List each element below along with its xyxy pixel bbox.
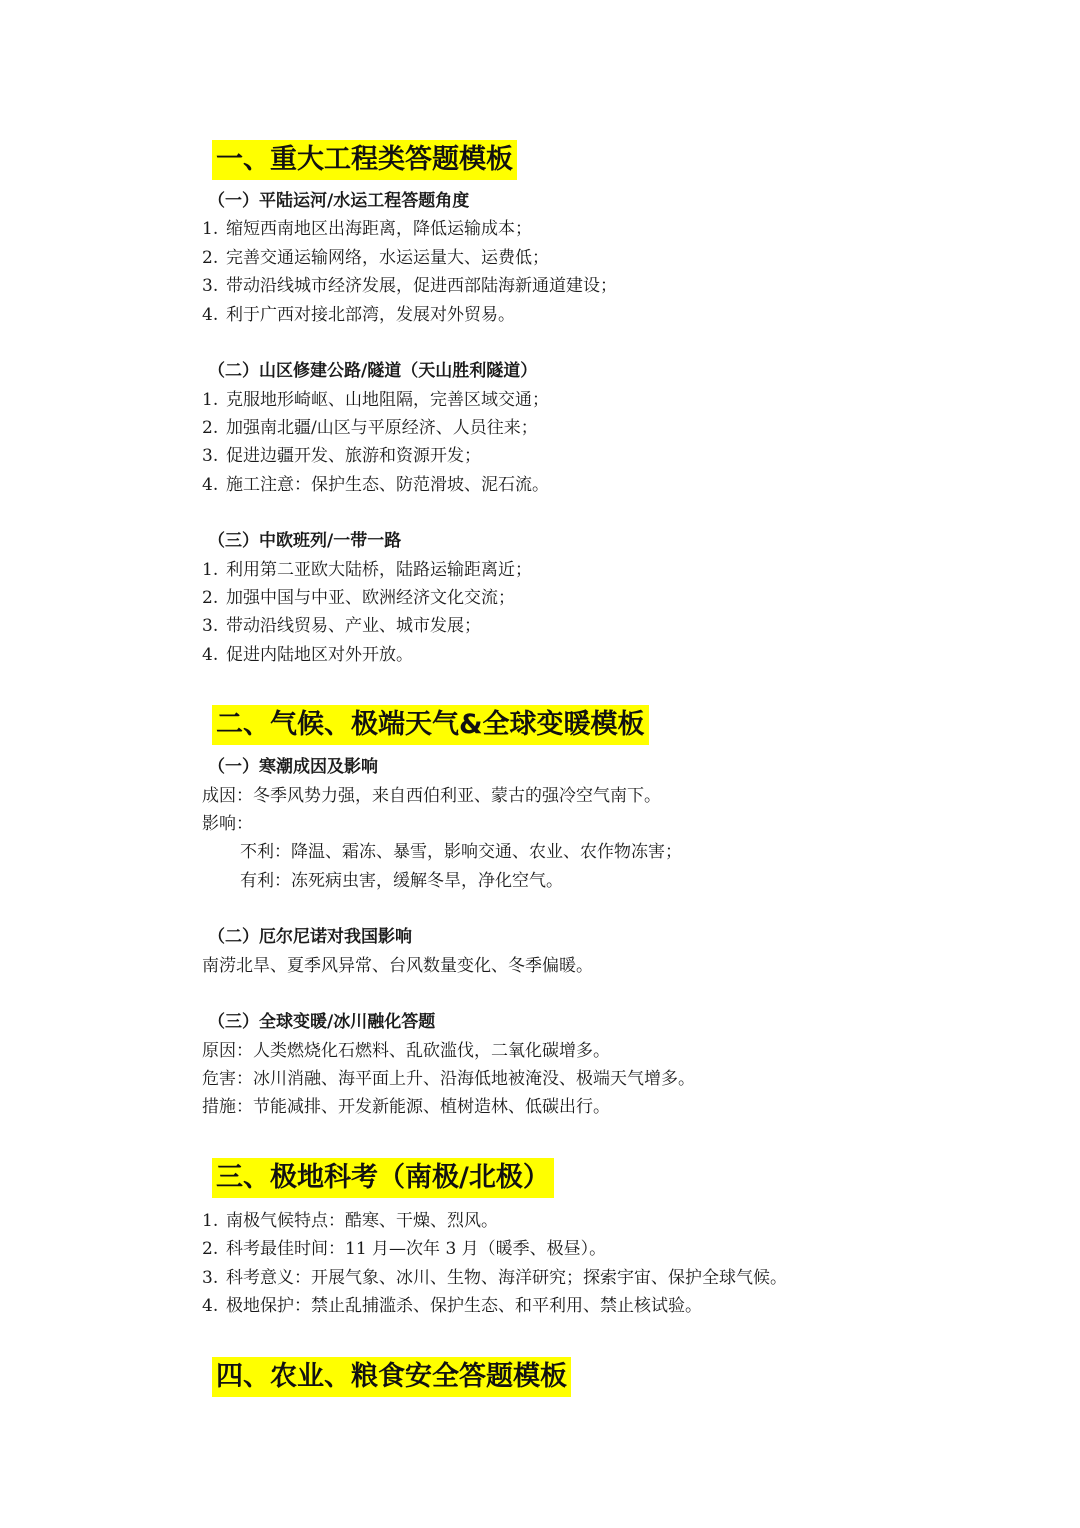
list-item: 1. 克服地形崎岖、山地阻隔，完善区域交通； <box>202 390 549 410</box>
list-item: 1. 南极气候特点：酷寒、干燥、烈风。 <box>202 1211 498 1231</box>
section-2-title: 二、气候、极端天气&全球变暖模板 <box>212 705 649 745</box>
list-item: 2. 完善交通运输网络，水运运量大、运费低； <box>202 248 549 268</box>
cause-text: 原因：人类燃烧化石燃料、乱砍滥伐，二氧化碳增多。 <box>202 1041 610 1061</box>
list-item: 2. 加强南北疆/山区与平原经济、人员往来； <box>202 418 538 438</box>
section-4-title: 四、农业、粮食安全答题模板 <box>212 1357 571 1397</box>
good-impact-text: 有利：冻死病虫害，缓解冬旱，净化空气。 <box>240 871 563 891</box>
list-item: 4. 施工注意：保护生态、防范滑坡、泥石流。 <box>202 475 549 495</box>
list-item: 3. 科考意义：开展气象、冰川、生物、海洋研究；探索宇宙、保护全球气候。 <box>202 1268 787 1288</box>
list-item: 4. 极地保护：禁止乱捕滥杀、保护生态、和平利用、禁止核试验。 <box>202 1296 702 1316</box>
section-3-title: 三、极地科考（南极/北极） <box>212 1158 554 1198</box>
cause-text: 成因：冬季风势力强，来自西伯利亚、蒙古的强冷空气南下。 <box>202 786 661 806</box>
list-item: 3. 带动沿线城市经济发展，促进西部陆海新通道建设； <box>202 276 617 296</box>
list-item: 2. 科考最佳时间：11 月—次年 3 月（暖季、极昼）。 <box>202 1239 607 1259</box>
section-1c-title: （三）中欧班列/一带一路 <box>208 531 402 551</box>
bad-impact-text: 不利：降温、霜冻、暴雪，影响交通、农业、农作物冻害； <box>240 842 682 862</box>
measure-text: 措施：节能减排、开发新能源、植树造林、低碳出行。 <box>202 1097 610 1117</box>
section-2b-title: （二）厄尔尼诺对我国影响 <box>208 927 412 947</box>
list-item: 2. 加强中国与中亚、欧洲经济文化交流； <box>202 588 515 608</box>
harm-text: 危害：冰川消融、海平面上升、沿海低地被淹没、极端天气增多。 <box>202 1069 695 1089</box>
section-1b-title: （二）山区修建公路/隧道（天山胜利隧道） <box>208 361 538 381</box>
section-2c-title: （三）全球变暖/冰川融化答题 <box>208 1012 436 1032</box>
section-2a-title: （一）寒潮成因及影响 <box>208 757 378 777</box>
list-item: 1. 缩短西南地区出海距离，降低运输成本； <box>202 219 532 239</box>
el-nino-text: 南涝北旱、夏季风异常、台风数量变化、冬季偏暖。 <box>202 956 593 976</box>
list-item: 4. 促进内陆地区对外开放。 <box>202 645 413 665</box>
list-item: 3. 促进边疆开发、旅游和资源开发； <box>202 446 481 466</box>
section-1a-title: （一）平陆运河/水运工程答题角度 <box>208 191 470 211</box>
list-item: 1. 利用第二亚欧大陆桥，陆路运输距离近； <box>202 560 532 580</box>
section-1-title: 一、重大工程类答题模板 <box>212 140 517 180</box>
list-item: 4. 利于广西对接北部湾，发展对外贸易。 <box>202 305 515 325</box>
impact-label: 影响： <box>202 814 253 834</box>
list-item: 3. 带动沿线贸易、产业、城市发展； <box>202 616 481 636</box>
